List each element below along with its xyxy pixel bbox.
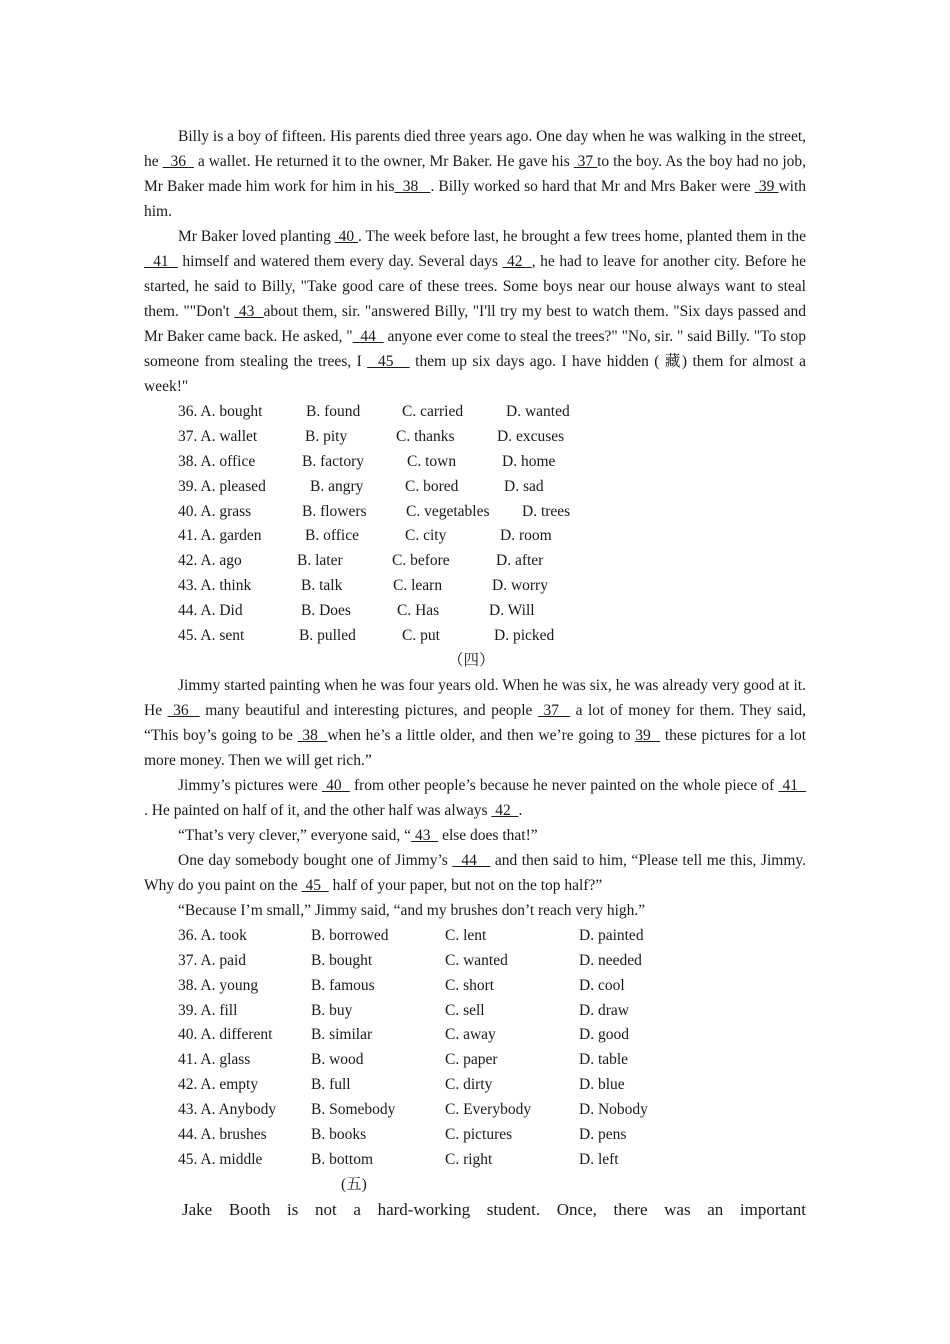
option-row xyxy=(144,1122,806,1147)
option-a: 42. A. empty xyxy=(178,1076,259,1094)
option-c: C. wanted xyxy=(445,951,508,969)
option-d: D. worry xyxy=(492,577,548,595)
option-b: B. bought xyxy=(311,951,373,969)
option-a: 40. A. different xyxy=(178,1026,273,1044)
document-content xyxy=(144,124,806,1222)
option-b: B. Somebody xyxy=(311,1101,396,1119)
option-a: 36. A. bought xyxy=(178,403,263,420)
text-run: half of your paper, but not on the top half?” xyxy=(328,876,603,894)
blank-36: 36 xyxy=(162,153,194,170)
option-b: B. Does xyxy=(301,602,351,620)
blank-41: 41 xyxy=(144,253,178,270)
blank-37: 37 xyxy=(537,701,571,719)
option-b: B. bottom xyxy=(311,1150,374,1168)
option-d: D. Will xyxy=(489,602,535,620)
text-run: with him. xyxy=(144,178,807,220)
option-b: B. pulled xyxy=(299,627,356,645)
option-d: D. left xyxy=(579,1150,619,1168)
text-run: and then said to him, “Please tell me this, Jimmy. Why do you paint on the xyxy=(144,851,806,894)
text-run: to the boy. As the boy had no job, Mr Baker made him work for him in his xyxy=(144,153,807,195)
option-b: B. office xyxy=(305,527,359,545)
text-run: Billy is a boy of fifteen. His parents died three years ago. One day when he was walking in the street, he xyxy=(144,128,806,170)
option-c: C. thanks xyxy=(396,427,455,445)
option-d: D. pens xyxy=(579,1126,627,1144)
option-a: 41. A. garden xyxy=(178,527,262,545)
text-run: when he’s a little older, and then we’re going to xyxy=(327,726,636,744)
option-b: B. talk xyxy=(301,577,343,595)
passage4-paragraph-3 xyxy=(144,823,806,848)
option-c: C. city xyxy=(405,527,447,545)
option-row xyxy=(144,973,806,998)
option-d: D. Nobody xyxy=(579,1101,648,1119)
option-c: C. town xyxy=(407,452,457,470)
option-a: 44. A. Did xyxy=(178,602,243,620)
option-a: 40. A. grass xyxy=(178,502,252,520)
blank-39: 39 xyxy=(635,726,661,744)
option-d: D. wanted xyxy=(506,403,570,420)
blank-42: 42 xyxy=(491,801,519,819)
option-a: 37. A. wallet xyxy=(178,427,258,445)
blank-40: 40 xyxy=(334,228,359,245)
option-d: D. trees xyxy=(522,502,571,520)
text-run: from other people’s because he never painted on the whole piece of xyxy=(349,776,779,794)
passage3-paragraph-2 xyxy=(144,224,806,399)
blank-44: 44 xyxy=(452,851,491,869)
option-row xyxy=(144,948,806,973)
text-run: himself and watered them every day. Several days xyxy=(177,253,503,270)
blank-45: 45 xyxy=(301,876,329,894)
option-a: 39. A. pleased xyxy=(178,477,266,495)
option-d: D. table xyxy=(579,1051,629,1069)
option-b: B. flowers xyxy=(302,502,367,520)
option-a: 37. A. paid xyxy=(178,951,247,969)
option-b: B. angry xyxy=(310,477,364,495)
text-run: . The week before last, he brought a few trees home, planted them in the xyxy=(358,228,806,245)
option-b: B. famous xyxy=(311,976,375,994)
passage4-paragraph-1 xyxy=(144,673,806,773)
blank-37: 37 xyxy=(573,153,598,170)
option-d: D. picked xyxy=(494,627,555,645)
option-c: C. sell xyxy=(445,1001,485,1019)
option-d: D. excuses xyxy=(497,427,565,445)
blank-43: 43 xyxy=(411,826,439,844)
passage4-options xyxy=(144,923,806,1172)
option-d: D. cool xyxy=(579,976,625,994)
option-b: B. factory xyxy=(302,452,364,470)
option-d: D. sad xyxy=(504,477,544,495)
option-b: B. later xyxy=(297,552,343,570)
passage3-paragraph-1 xyxy=(144,124,806,224)
option-a: 41. A. glass xyxy=(178,1051,251,1069)
option-c: C. pictures xyxy=(445,1126,513,1144)
text-run: . Billy worked so hard that Mr and Mrs Baker were xyxy=(430,178,755,195)
text-run: a wallet. He returned it to the owner, Mr Baker. He gave his xyxy=(193,153,574,170)
option-b: B. found xyxy=(306,403,361,420)
text-run: anyone ever come to steal the trees?" "No, sir. " said Billy. "To stop someone from stealing the trees, I xyxy=(144,328,807,370)
text-run: these pictures for a lot more money. Then we will get rich.” xyxy=(144,726,807,769)
passage5-paragraph-1 xyxy=(144,1197,806,1222)
text-run: Mr Baker loved planting xyxy=(178,228,335,245)
option-row xyxy=(144,998,806,1023)
option-d: D. painted xyxy=(579,926,644,944)
section-5-heading xyxy=(144,1172,806,1197)
option-c: C. dirty xyxy=(445,1076,493,1094)
option-row xyxy=(144,1072,806,1097)
option-row xyxy=(144,523,806,548)
blank-44: 44 xyxy=(352,328,384,345)
text-run: “Because I’m small,” Jimmy said, “and my brushes don’t reach very high.” xyxy=(178,901,646,919)
option-b: B. buy xyxy=(311,1001,353,1019)
option-a: 45. A. sent xyxy=(178,627,245,645)
passage4-paragraph-2 xyxy=(144,773,806,823)
blank-43: 43 xyxy=(234,303,264,320)
option-c: C. right xyxy=(445,1150,493,1168)
text-run: . xyxy=(518,801,523,819)
blank-45: 45 xyxy=(367,353,410,370)
option-row xyxy=(144,923,806,948)
text-run: , he had to leave for another city. Before he started, he said to Billy, "Take good care of these trees. Some boys near our house always want to steal them. ""Don't xyxy=(144,253,807,320)
option-b: B. full xyxy=(311,1076,351,1094)
text-run: a lot of money for them. They said, “This boy’s going to be xyxy=(144,701,807,744)
option-a: 36. A. took xyxy=(178,926,247,944)
text-run: Jimmy’s pictures were xyxy=(178,776,323,794)
option-a: 45. A. middle xyxy=(178,1150,263,1168)
text-run: Jake Booth is not a hard-working student. Once, there was an important xyxy=(182,1199,806,1219)
text-run: “That’s very clever,” everyone said, “ xyxy=(178,826,412,844)
option-d: D. needed xyxy=(579,951,642,969)
option-b: B. similar xyxy=(311,1026,373,1044)
option-row xyxy=(144,399,806,424)
option-row xyxy=(144,474,806,499)
option-row xyxy=(144,1097,806,1122)
text-run: . He painted on half of it, and the other half was always xyxy=(144,801,492,819)
option-row xyxy=(144,1047,806,1072)
option-a: 38. A. office xyxy=(178,452,256,470)
blank-38: 38 xyxy=(394,178,431,195)
option-c: C. lent xyxy=(445,926,487,944)
option-a: 38. A. young xyxy=(178,976,259,994)
blank-40: 40 xyxy=(322,776,350,794)
blank-38: 38 xyxy=(297,726,328,744)
option-a: 43. A. Anybody xyxy=(178,1101,277,1119)
blank-36: 36 xyxy=(167,701,200,719)
option-row xyxy=(144,1022,806,1047)
section-4-heading xyxy=(144,648,806,673)
passage4-paragraph-5 xyxy=(144,898,806,923)
option-row xyxy=(144,548,806,573)
option-d: D. good xyxy=(579,1026,629,1044)
text-run: else does that!” xyxy=(438,826,538,844)
option-c: C. Everybody xyxy=(445,1101,532,1119)
option-c: C. short xyxy=(445,976,495,994)
option-c: C. carried xyxy=(402,403,464,420)
option-a: 44. A. brushes xyxy=(178,1126,267,1144)
option-row xyxy=(144,623,806,648)
section-5-title: (五) xyxy=(341,1175,367,1193)
section-4-title: （四） xyxy=(448,651,495,669)
text-run: Jimmy started painting when he was four years old. When he was six, he was already very good at it. He xyxy=(144,676,806,719)
passage3-options xyxy=(144,399,806,648)
option-a: 43. A. think xyxy=(178,577,252,595)
option-row xyxy=(144,424,806,449)
text-run: them up six days ago. I have hidden ( 藏) them for almost a week!" xyxy=(144,353,807,395)
blank-39: 39 xyxy=(754,178,779,195)
option-c: C. learn xyxy=(393,577,443,595)
option-d: D. draw xyxy=(579,1001,629,1019)
option-d: D. room xyxy=(500,527,552,545)
option-c: C. before xyxy=(392,552,450,570)
option-c: C. away xyxy=(445,1026,496,1044)
option-b: B. wood xyxy=(311,1051,364,1069)
option-row xyxy=(144,1147,806,1172)
option-b: B. borrowed xyxy=(311,926,389,944)
option-b: B. books xyxy=(311,1126,367,1144)
blank-42: 42 xyxy=(502,253,532,270)
option-c: C. vegetables xyxy=(406,502,490,520)
text-run: about them, sir. "answered Billy, "I'll try my best to watch them. "Six days passed and Mr Baker came back. He asked, " xyxy=(144,303,806,345)
option-row xyxy=(144,449,806,474)
option-d: D. home xyxy=(502,452,556,470)
option-c: C. Has xyxy=(397,602,440,620)
passage4-paragraph-4 xyxy=(144,848,806,898)
text-run: many beautiful and interesting pictures, and people xyxy=(199,701,538,719)
option-b: B. pity xyxy=(305,427,348,445)
option-a: 39. A. fill xyxy=(178,1001,238,1019)
option-row xyxy=(144,499,806,524)
option-row xyxy=(144,573,806,598)
option-c: C. put xyxy=(402,627,440,645)
option-c: C. paper xyxy=(445,1051,498,1069)
option-a: 42. A. ago xyxy=(178,552,242,570)
option-d: D. blue xyxy=(579,1076,625,1094)
option-row xyxy=(144,598,806,623)
option-d: D. after xyxy=(496,552,544,570)
blank-41: 41 xyxy=(778,776,807,794)
option-c: C. bored xyxy=(405,477,459,495)
text-run: One day somebody bought one of Jimmy’s xyxy=(178,851,453,869)
